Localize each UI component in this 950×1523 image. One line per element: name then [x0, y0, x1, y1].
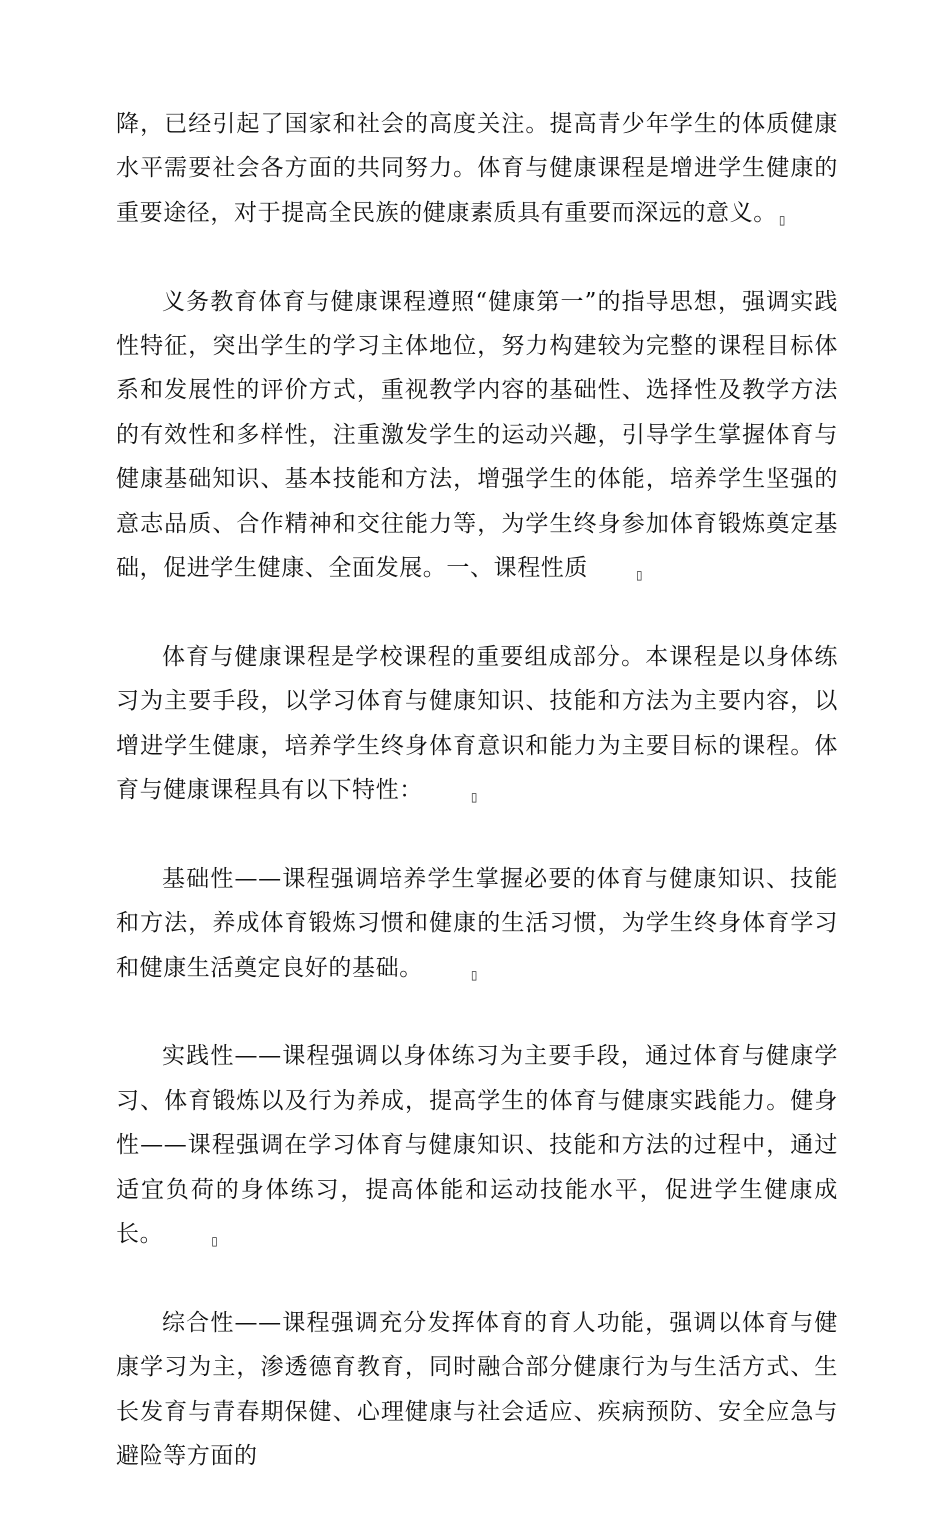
paragraph-1 — [116, 102, 838, 235]
paragraph-4 — [116, 857, 838, 990]
paragraph-5 — [116, 1034, 838, 1256]
paragraph-text: 综合性——课程强调充分发挥体育的育人功能，强调以体育与健康学习为主，渗透德育教育，同时融合部分健康行为与生活方式、生长发育与青春期保健、心理健康与社会适应、疾病预防、安全应急与避险等方面的 — [116, 1309, 838, 1470]
paragraph-text: 降，已经引起了国家和社会的高度关注。提高青少年学生的体质健康水平需要社会各方面的共同努力。体育与健康课程是增进学生健康的重要途径，对于提高全民族的健康素质具有重要而深远的意义。 — [116, 111, 838, 226]
document-page — [116, 102, 838, 1523]
paragraph-text: 义务教育体育与健康课程遵照“健康第一”的指导思想，强调实践性特征，突出学生的学习主体地位，努力构建较为完整的课程目标体系和发展性的评价方式，重视教学内容的基础性、选择性及教学方法的有效性和多样性，注重激发学生的运动兴趣，引导学生掌握体育与健康基础知识、基本技能和方法，增强学生的体能，培养学生坚强的意志品质、合作精神和交往能力等，为学生终身参加体育锻炼奠定基础，促进学生健康、全面发展。一、课程性质 — [116, 288, 838, 582]
paragraph-mark-icon: ▯ — [211, 1234, 219, 1249]
paragraph-3 — [116, 635, 838, 813]
paragraph-mark-icon: ▯ — [636, 568, 644, 583]
paragraph-6 — [116, 1301, 838, 1479]
paragraph-2 — [116, 280, 838, 591]
paragraph-text: 实践性——课程强调以身体练习为主要手段，通过体育与健康学习、体育锻炼以及行为养成，提高学生的体育与健康实践能力。健身性——课程强调在学习体育与健康知识、技能和方法的过程中，通过适宜负荷的身体练习，提高体能和运动技能水平，促进学生健康成长。 — [116, 1043, 838, 1248]
paragraph-mark-icon: ▯ — [470, 967, 479, 982]
paragraph-mark-icon: ▯ — [778, 212, 787, 227]
paragraph-text: 基础性——课程强调培养学生掌握必要的体育与健康知识、技能和方法，养成体育锻炼习惯和健康的生活习惯，为学生终身体育学习和健康生活奠定良好的基础。 — [116, 865, 838, 981]
paragraph-mark-icon: ▯ — [470, 790, 479, 805]
paragraph-text: 体育与健康课程是学校课程的重要组成部分。本课程是以身体练习为主要手段，以学习体育与健康知识、技能和方法为主要内容，以增进学生健康，培养学生终身体育意识和能力为主要目标的课程。体育与健康课程具有以下特性： — [116, 643, 838, 804]
